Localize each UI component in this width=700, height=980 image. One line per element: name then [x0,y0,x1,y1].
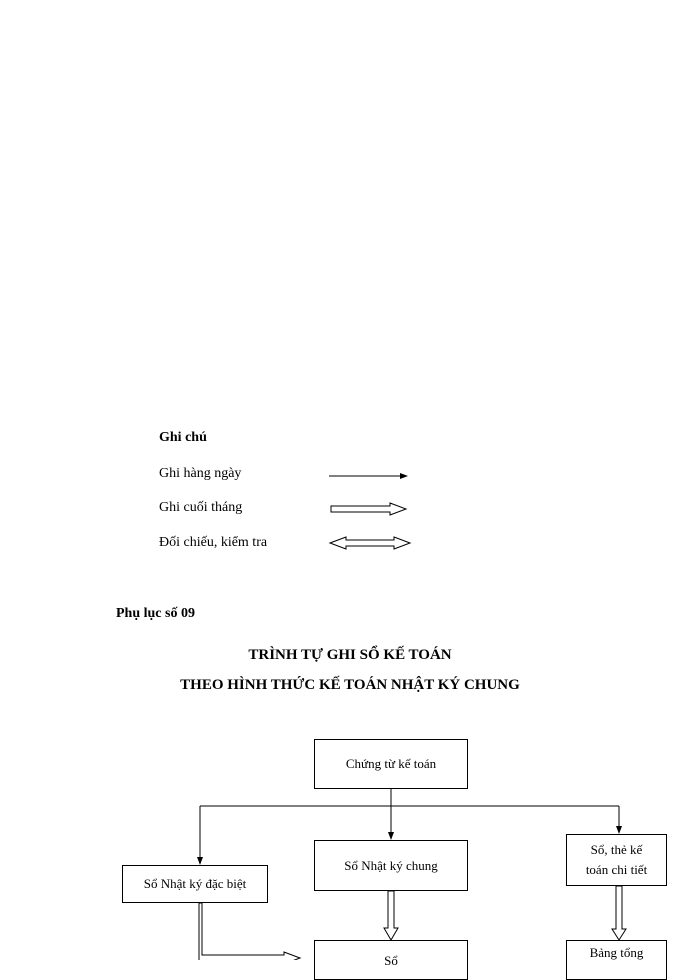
box-general-journal-label: Sổ Nhật ký chung [344,857,438,873]
legend-month-end-label: Ghi cuối tháng [159,500,243,515]
box-detail-ledger-label-1: Sổ, thẻ kế [590,842,643,857]
box-source-documents [314,739,468,789]
box-special-journal [122,865,268,903]
box-detail-ledger [566,834,667,886]
legend-reconcile-arrow [330,537,410,549]
box-special-journal-label: Sổ Nhật ký đặc biệt [143,876,247,891]
legend-title: Ghi chú [159,430,207,445]
box-general-journal [314,840,468,891]
box-summary-table-label: Bảng tổng [589,945,644,960]
box-detail-ledger-label-2: toán chi tiết [585,862,648,877]
month-end-arrow-special [199,903,300,960]
box-source-documents-label: Chứng từ kế toán [345,756,437,771]
appendix-label: Phụ lục số 09 [116,606,195,621]
page-title-line2: THEO HÌNH THỨC KẾ TOÁN NHẬT KÝ CHUNG [180,677,520,693]
legend-month-end-arrow [331,503,406,515]
month-end-arrow-general [384,891,398,940]
box-summary-table [566,940,667,980]
box-general-ledger-label: Sổ [384,953,398,968]
legend-reconcile-label: Đối chiếu, kiểm tra [159,535,268,550]
legend-daily-arrow [329,473,408,479]
page-title-line1: TRÌNH TỰ GHI SỔ KẾ TOÁN [248,647,452,663]
box-general-ledger [314,940,468,980]
month-end-arrow-detail [612,886,626,940]
legend-daily-label: Ghi hàng ngày [159,466,242,481]
